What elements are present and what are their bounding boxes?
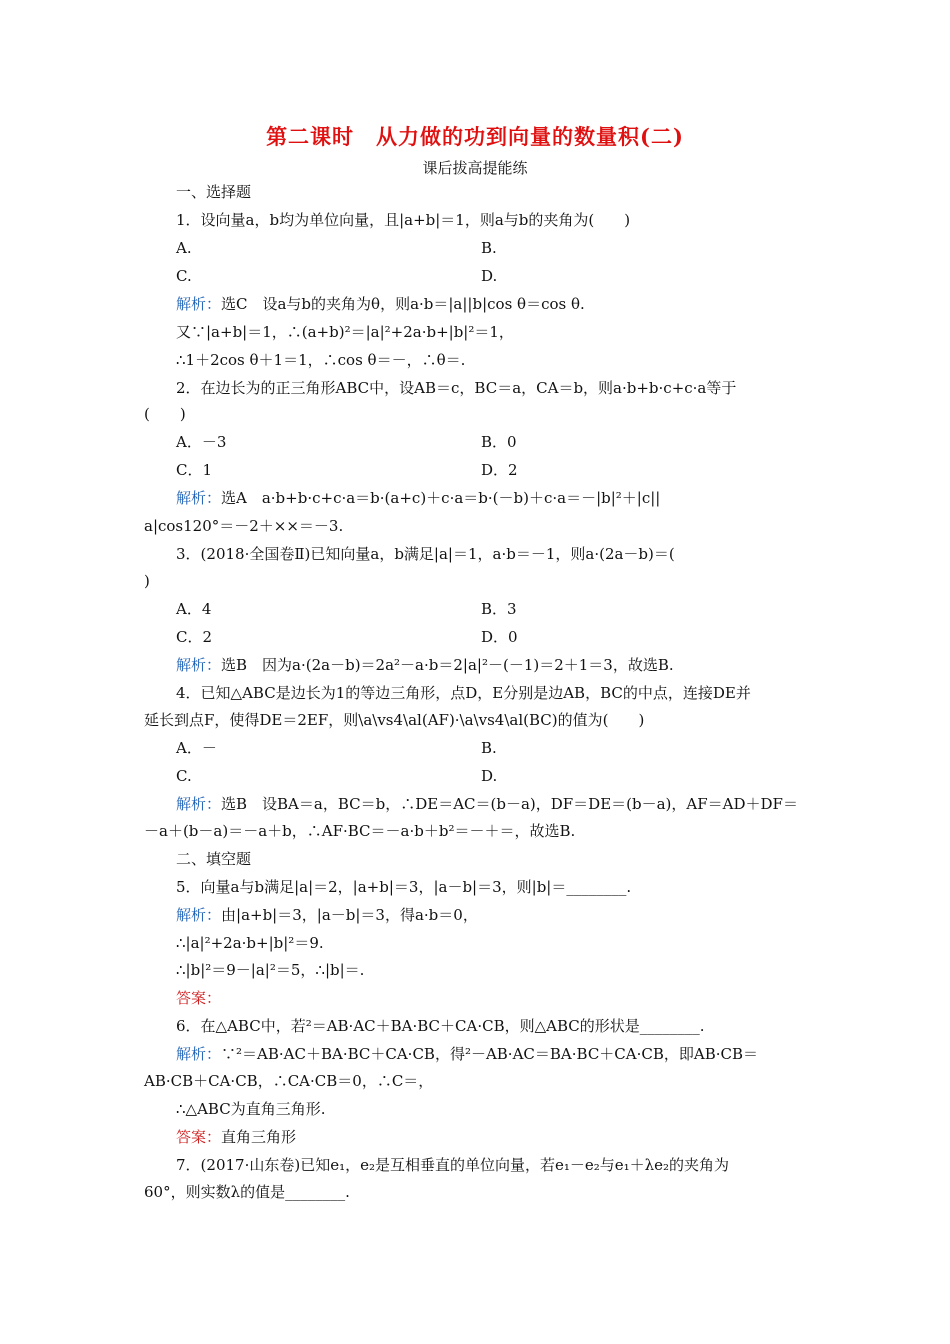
question-3-cont: ): [144, 572, 150, 590]
option-b: B.: [481, 739, 497, 757]
option-c: C．1: [176, 461, 213, 479]
question-1: 1．设向量a，b均为单位向量，且|a+b|＝1，则a与b的夹角为( ): [176, 211, 631, 229]
option-b: B．0: [481, 433, 517, 451]
section-heading: 一、选择题: [176, 183, 252, 201]
option-b: B.: [481, 239, 497, 257]
solution-line: ∴|b|²＝9－|a|²＝5，∴|b|＝.: [176, 961, 365, 979]
question-4: 4．已知△ABC是边长为1的等边三角形，点D，E分别是边AB，BC的中点，连接DE并: [176, 684, 751, 702]
option-a: A．－3: [176, 433, 227, 451]
option-d: D．2: [481, 461, 518, 479]
page-title: 第二课时 从力做的功到向量的数量积(二): [266, 124, 684, 149]
solution-line: 解析：选B 设BA＝a，BC＝b，∴DE＝AC＝(b－a)，DF＝DE＝(b－a)，AF＝AD＋DF＝: [176, 795, 798, 813]
option-c: C．2: [176, 628, 213, 646]
option-a: A.: [176, 239, 192, 257]
question-5: 5．向量a与b满足|a|＝2，|a+b|＝3，|a－b|＝3，则|b|＝________.: [176, 878, 632, 896]
question-6: 6．在△ABC中，若²＝AB·AC＋BA·BC＋CA·CB，则△ABC的形状是________.: [176, 1017, 705, 1035]
option-a: A．4: [176, 600, 212, 618]
question-3: 3．(2018·全国卷Ⅱ)已知向量a，b满足|a|＝1，a·b＝－1，则a·(2a－b)＝(: [176, 545, 675, 563]
option-b: B．3: [481, 600, 517, 618]
answer-line: 答案：直角三角形: [176, 1128, 297, 1146]
solution-line: ∴|a|²+2a·b+|b|²＝9.: [176, 934, 324, 952]
option-d: D.: [481, 767, 498, 785]
solution-line: 解析：由|a+b|＝3，|a－b|＝3，得a·b＝0，: [176, 906, 478, 924]
section-heading: 二、填空题: [176, 850, 252, 868]
solution-line: ∴△ABC为直角三角形.: [176, 1100, 326, 1118]
page-subtitle: 课后拔高提能练: [422, 159, 528, 177]
question-4-cont: 延长到点F，使得DE＝2EF，则\a\vs4\al(AF)·\a\vs4\al(BC)的值为( ): [144, 711, 645, 729]
option-c: C.: [176, 267, 192, 285]
question-2-cont: ( ): [144, 405, 186, 423]
option-d: D．0: [481, 628, 518, 646]
solution-line: －a＋(b－a)＝－a＋b，∴AF·BC＝－a·b＋b²＝－＋＝，故选B.: [144, 822, 576, 840]
question-7-cont: 60°，则实数λ的值是________.: [144, 1183, 350, 1201]
option-c: C.: [176, 767, 192, 785]
solution-line: 解析：选C 设a与b的夹角为θ，则a·b＝|a||b|cos θ＝cos θ.: [176, 295, 585, 313]
option-a: A．－: [176, 739, 217, 757]
question-7: 7．(2017·山东卷)已知e₁，e₂是互相垂直的单位向量，若e₁－e₂与e₁＋λe₂的夹角为: [176, 1156, 730, 1174]
solution-line: 解析：选A a·b+b·c+c·a＝b·(a+c)＋c·a＝b·(－b)＋c·a＝－|b|²＋|c||: [176, 489, 661, 507]
answer-line: 答案：: [176, 989, 222, 1007]
option-d: D.: [481, 267, 498, 285]
solution-line: 解析：选B 因为a·(2a－b)＝2a²－a·b＝2|a|²－(－1)＝2＋1＝3，故选B.: [176, 656, 674, 674]
solution-line: 又∵|a+b|＝1，∴(a+b)²＝|a|²+2a·b+|b|²＝1，: [176, 323, 514, 341]
question-2: 2．在边长为的正三角形ABC中，设AB＝c，BC＝a，CA＝b，则a·b+b·c+c·a等于: [176, 379, 737, 397]
solution-line: ∴1＋2cos θ＋1＝1，∴cos θ＝－，∴θ＝.: [176, 351, 466, 369]
solution-line: AB·CB＋CA·CB，∴CA·CB＝0，∴C＝，: [144, 1072, 434, 1090]
solution-line: 解析：∵²＝AB·AC＋BA·BC＋CA·CB，得²－AB·AC＝BA·BC＋CA·CB，即AB·CB＝: [176, 1045, 758, 1063]
solution-line: a|cos120°＝－2＋××＝－3.: [144, 517, 344, 535]
